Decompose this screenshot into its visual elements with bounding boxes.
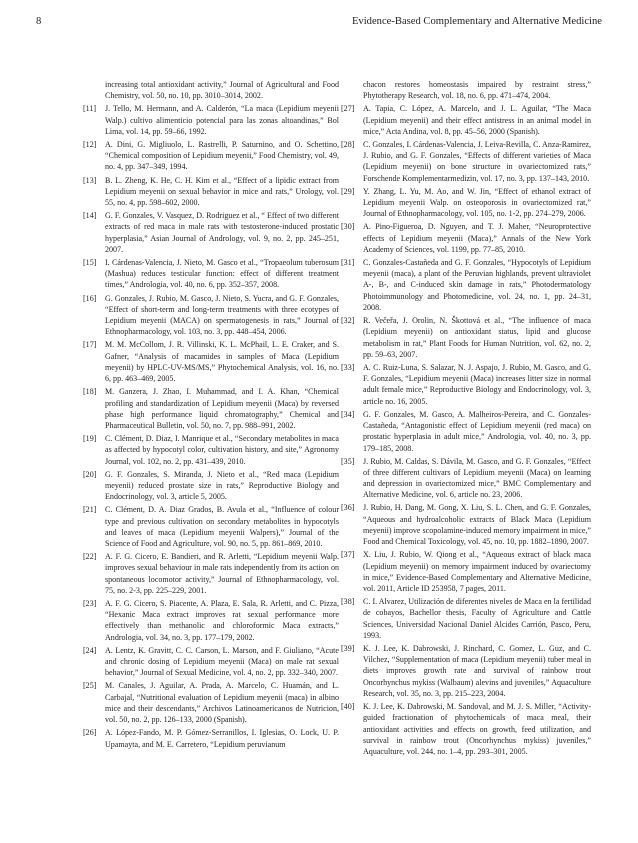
reference-number: [33]	[341, 362, 355, 372]
reference-item	[83, 210, 339, 255]
reference-item	[341, 139, 591, 184]
reference-item	[83, 257, 339, 291]
reference-text: C. Clément, D. A. Diaz Grados, B. Avula et al., “Influence of colour type and previous cultivation on secondary metabolites in hypocotyls and leaves of maca (Lepidium meyenii Walpers),” Journal of the Science of Food and Agriculture, vol. 90, no. 5, pp. 861–869, 2010.	[105, 505, 339, 549]
reference-number: [15]	[83, 257, 97, 267]
reference-item	[83, 339, 339, 384]
reference-text: M. Ganzera, J. Zhao, I. Muhammad, and I. A. Khan, “Chemical profiling and standardization of Lepidium meyenii (Maca) by reversed phase high performance liquid chromatography,” Chemical and Pharmaceutical Bulletin, vol. 50, no. 7, pp. 988–991, 2002.	[105, 387, 339, 430]
journal-title: Evidence-Based Complementary and Alternative Medicine	[351, 16, 602, 27]
reference-item	[341, 221, 591, 255]
reference-text: A. F. G. Cicero, E. Bandieri, and R. Arletti, “Lepidium meyenii Walp. improves sexual behaviour in male rats independently from its action on spontaneous locomotor activity,” Journal of Ethnopharmacology, vol. 75, no. 2-3, pp. 225–229, 2001.	[105, 552, 339, 595]
reference-item	[83, 79, 339, 102]
reference-item	[341, 456, 591, 501]
reference-number: [28]	[341, 139, 355, 149]
reference-number: [27]	[341, 104, 355, 114]
reference-text: G. F. Gonzales, M. Gasco, A. Malheiros-Pereira, and C. Gonzales-Castañeda, “Antagonistic effect of Lepidium meyenii (red maca) on prostatic hyperplasia in adult mice,” Andrologia, vol. 40, no. 3, pp. 179–185, 2008.	[363, 409, 591, 453]
reference-text: J. Rubio, M. Caldas, S. Dávila, M. Gasco, and G. F. Gonzales, “Effect of three different cultivars of Lepidium meyenii (Maca) on learning and depression in ovariectomized mice,” BMC Complementary and Alternative Medicine, vol. 6, article no. 23, 2006.	[363, 456, 591, 500]
reference-item	[341, 502, 591, 547]
reference-text: J. Rubio, H. Dang, M. Gong, X. Liu, S. L. Chen, and G. F. Gonzales, “Aqueous and hydroalcoholic extracts of Black Maca (Lepidium meyenii) improve scopolamine-induced memory impairment in mice,” Food and Chemical Toxicology, vol. 45, no. 10, pp. 1882–1890, 2007.	[363, 503, 591, 547]
reference-item	[83, 293, 339, 338]
reference-item	[341, 257, 591, 313]
reference-number: [12]	[83, 139, 97, 149]
reference-number: [29]	[341, 186, 355, 196]
reference-number: [34]	[341, 409, 355, 419]
reference-text: G. Gonzales, J. Rubio, M. Gasco, J. Nieto, S. Yucra, and G. F. Gonzales, “Effect of short-term and long-term treatments with three ecotypes of Lepidium meyenii (MACA) on spermatogenesis in rats,” Journal of Ethnopharmacology, vol. 103, no. 3, pp. 448–454, 2006.	[105, 293, 339, 337]
reference-number: [36]	[341, 503, 355, 513]
reference-number: [25]	[83, 681, 97, 691]
reference-text: G. F. Gonzales, S. Miranda, J. Nieto et al., “Red maca (Lepidium meyenii) reduced prostate size in rats,” Reproductive Biology and Endocrinology, vol. 3, article 5, 2005.	[105, 469, 339, 502]
reference-number: [37]	[341, 550, 355, 560]
reference-item	[83, 598, 339, 643]
reference-number: [20]	[83, 469, 97, 479]
reference-text: X. Liu, J. Rubio, W. Qiong et al., “Aqueous extract of black maca (Lepidium meyenii) on memory impairment induced by ovariectomy in mice,” Evidence-Based Complementary and Alternative Medicine, vol. 2011, Article ID 253958, 7 pages, 2011.	[363, 550, 591, 594]
reference-text: chacon restores homeostasis impaired by restraint stress,” Phytotherapy Research, vol. 18, no. 6, pp. 471–474, 2004.	[363, 80, 591, 101]
reference-text: G. F. Gonzales, V. Vasquez, D. Rodriguez et al., “ Effect of two different extracts of red maca in male rats with testosterone-induced prostatic hyperplasia,” Asian Journal of Andrology, vol. 9, no. 2, pp. 245–251, 2007.	[105, 211, 339, 254]
reference-text: A. F. G. Cicero, S. Piacente, A. Plaza, E. Sala, R. Arletti, and C. Pizza, “Hexanic Maca extract improves rat sexual performance more effectively than methanolic and chloroformic Maca extracts,” Andrologia, vol. 34, no. 3, pp. 177–179, 2002.	[105, 598, 339, 642]
reference-item	[83, 386, 339, 431]
reference-text: B. L. Zheng, K. He, C. H. Kim et al., “Effect of a lipidic extract from Lepidium meyenii on sexual behavior in mice and rats,” Urology, vol. 55, no. 4, pp. 598–602, 2000.	[105, 175, 339, 208]
reference-number: [24]	[83, 645, 97, 655]
reference-item	[83, 469, 339, 503]
reference-item	[341, 362, 591, 407]
reference-item	[83, 680, 339, 725]
reference-number: [13]	[83, 175, 97, 185]
reference-text: A. Lentz, K. Gravitt, C. C. Carson, L. Marson, and F. Giuliano, “Acute and chronic dosing of Lepidium meyenii (Maca) on male rat sexual behavior,” Journal of Sexual Medicine, vol. 4, no. 2, pp. 332–340, 2007.	[105, 645, 339, 678]
reference-number: [31]	[341, 257, 355, 267]
reference-item	[341, 409, 591, 454]
reference-number: [32]	[341, 316, 355, 326]
reference-text: I. Cárdenas-Valencia, J. Nieto, M. Gasco et al., “Tropaeolum tuberosum (Mashua) reduces testicular function: effect of different treatment times,” Andrologia, vol. 40, no. 6, pp. 352–357, 2008.	[105, 257, 339, 290]
reference-item	[341, 186, 591, 220]
reference-number: [22]	[83, 552, 97, 562]
reference-text: Y. Zhang, L. Yu, M. Ao, and W. Jin, “Effect of ethanol extract of Lepidium meyenii Walp. on osteoporosis in ovariectomized rat,” Journal of Ethnopharmacology, vol. 105, no. 1-2, pp. 274–279, 2006.	[363, 186, 591, 219]
reference-item	[341, 103, 591, 137]
reference-text: K. J. Lee, K. Dabrowski, M. Sandoval, and M. J. S. Miller, “Activity-guided fractionation of phytochemicals of maca meal, their antioxidant activities and effects on growth, feed utilization, and survival in rainbow trout (Oncorhynchus mykiss) juveniles,” Aquaculture, vol. 244, no. 1–4, pp. 293–301, 2005.	[363, 702, 591, 757]
reference-item	[83, 175, 339, 209]
reference-item	[341, 643, 591, 699]
reference-number: [19]	[83, 434, 97, 444]
reference-text: C. Gonzales-Castañeda and G. F. Gonzales, “Hypocotyls of Lepidium meyenii (maca), a plant of the Peruvian highlands, prevent ultraviolet A-, B-, and C-induced skin damage in rats,” Photodermatology Photoimmunology and Photomedicine, vol. 24, no. 1, pp. 24–31, 2008.	[363, 257, 591, 312]
reference-item	[83, 433, 339, 467]
reference-item	[83, 551, 339, 596]
reference-text: A. Tapia, C. López, A. Marcelo, and J. L. Aguilar, “The Maca (Lepidium meyenii) and their effect antistress in an animal model in mice,” Acta Andina, vol. 8, pp. 45–56, 2000 (Spanish).	[363, 104, 591, 136]
reference-text: C. Gonzales, I. Cárdenas-Valencia, J. Leiva-Revilla, C. Anza-Ramirez, J. Rubio, and G. F. Gonzales, “Effects of different varieties of Maca (Lepidium meyenii) on bone structure in ovariectomized rats,” Forschende Komplementarmedizin, vol. 17, no. 3, pp. 137–143, 2010.	[363, 139, 591, 183]
reference-number: [17]	[83, 340, 97, 350]
reference-item	[341, 549, 591, 594]
reference-item	[341, 596, 591, 641]
reference-item	[83, 645, 339, 679]
reference-item	[341, 79, 591, 102]
reference-text: R. Večeřa, J. Orolin, N. Škottová et al., “The influence of maca (Lepidium meyenii) on antioxidant status, lipid and glucose metabolism in rat,” Plant Foods for Human Nutrition, vol. 62, no. 2, pp. 59–63, 2007.	[363, 316, 591, 359]
reference-number: [38]	[341, 597, 355, 607]
reference-number: [23]	[83, 598, 97, 608]
reference-item	[341, 315, 591, 360]
reference-number: [21]	[83, 505, 97, 515]
reference-number: [16]	[83, 293, 97, 303]
reference-text: A. C. Ruiz-Luna, S. Salazar, N. J. Aspajo, J. Rubio, M. Gasco, and G. F. Gonzales, “Lepidium meyenii (Maca) increases litter size in normal adult female mice,” Reproductive Biology and Endocrinology, vol. 3, article no. 16, 2005.	[363, 362, 591, 406]
reference-text: increasing total antioxidant activity,” Journal of Agricultural and Food Chemistry, vol. 50, no. 10, pp. 3010–3014, 2002.	[105, 80, 339, 101]
reference-item	[83, 504, 339, 549]
reference-text: M. M. McCollom, J. R. Villinski, K. L. McPhail, L. E. Craker, and S. Gafner, “Analysis of macamides in samples of Maca (Lepidium meyenii) by HPLC-UV-MS/MS,” Phytochemical Analysis, vol. 16, no. 6, pp. 463–469, 2005.	[105, 340, 339, 384]
reference-text: M. Canales, J. Aguilar, A. Prada, A. Marcelo, C. Huamán, and L. Carbajal, “Nutritional evaluation of Lepidium meyenii (maca) in albino mice and their descendants,” Archivos Latinoamericanos de Nutricion, vol. 50, no. 2, pp. 126–133, 2000 (Spanish).	[105, 681, 339, 725]
reference-item	[83, 727, 339, 750]
reference-text: J. Tello, M. Hermann, and A. Calderón, “La maca (Lepidium meyenii Walp.) cultivo alimenticio potencial para las zonas altoandinas,” Bol Lima, vol. 14, pp. 59–66, 1992.	[105, 104, 339, 136]
reference-number: [40]	[341, 702, 355, 712]
page-number: 8	[36, 16, 42, 27]
reference-number: [35]	[341, 456, 355, 466]
reference-number: [26]	[83, 728, 97, 738]
reference-number: [14]	[83, 211, 97, 221]
reference-item	[83, 139, 339, 173]
reference-column-left	[83, 79, 339, 752]
reference-text: A. Dini, G. Migliuolo, L. Rastrelli, P. Saturnino, and O. Schettino, “Chemical composition of Lepidium meyenii,” Food Chemistry, vol. 49, no. 4, pp. 347–349, 1994.	[105, 139, 339, 172]
reference-text: K. J. Lee, K. Dabrowski, J. Rinchard, C. Gomez, L. Guz, and C. Vilchez, “Supplementation of maca (Lepidium meyenii) tuber meal in diets improves growth rate and survival of rainbow trout Oncorhynchus mykiss (Walbaum) alevins and juveniles,” Aquaculture Research, vol. 35, no. 3, pp. 215–223, 2004.	[363, 643, 591, 698]
reference-text: C. Clément, D. Diaz, I. Manrique et al., “Secondary metabolites in maca as affected by hypocotyl color, cultivation history, and site,” Agronomy Journal, vol. 102, no. 2, pp. 431–439, 2010.	[105, 434, 339, 466]
reference-item	[83, 103, 339, 137]
reference-text: A. Pino-Figueroa, D. Nguyen, and T. J. Maher, “Neuroprotective effects of Lepidium meyenii (Maca),” Annals of the New York Academy of Sciences, vol. 1199, pp. 77–85, 2010.	[363, 222, 591, 254]
reference-text: C. I. Alvarez, Utilización de diferentes niveles de Maca en la fertilidad de cobayos, Bachellor thesis, Faculty of Agriculture and Cattle Sciences, Universidad Nacional Daniel Alcides Carrión, Pasco, Peru, 1993.	[363, 597, 591, 640]
page-header	[36, 16, 602, 30]
reference-number: [18]	[83, 387, 97, 397]
reference-column-right	[341, 79, 591, 759]
reference-number: [11]	[83, 104, 97, 114]
reference-item	[341, 701, 591, 757]
reference-text: A. López-Fando, M. P. Gómez-Serranillos, I. Iglesias, O. Lock, U. P. Upamayta, and M. E. Carretero, “Lepidium peruvianum	[105, 728, 339, 749]
reference-number: [39]	[341, 643, 355, 653]
reference-number: [30]	[341, 222, 355, 232]
